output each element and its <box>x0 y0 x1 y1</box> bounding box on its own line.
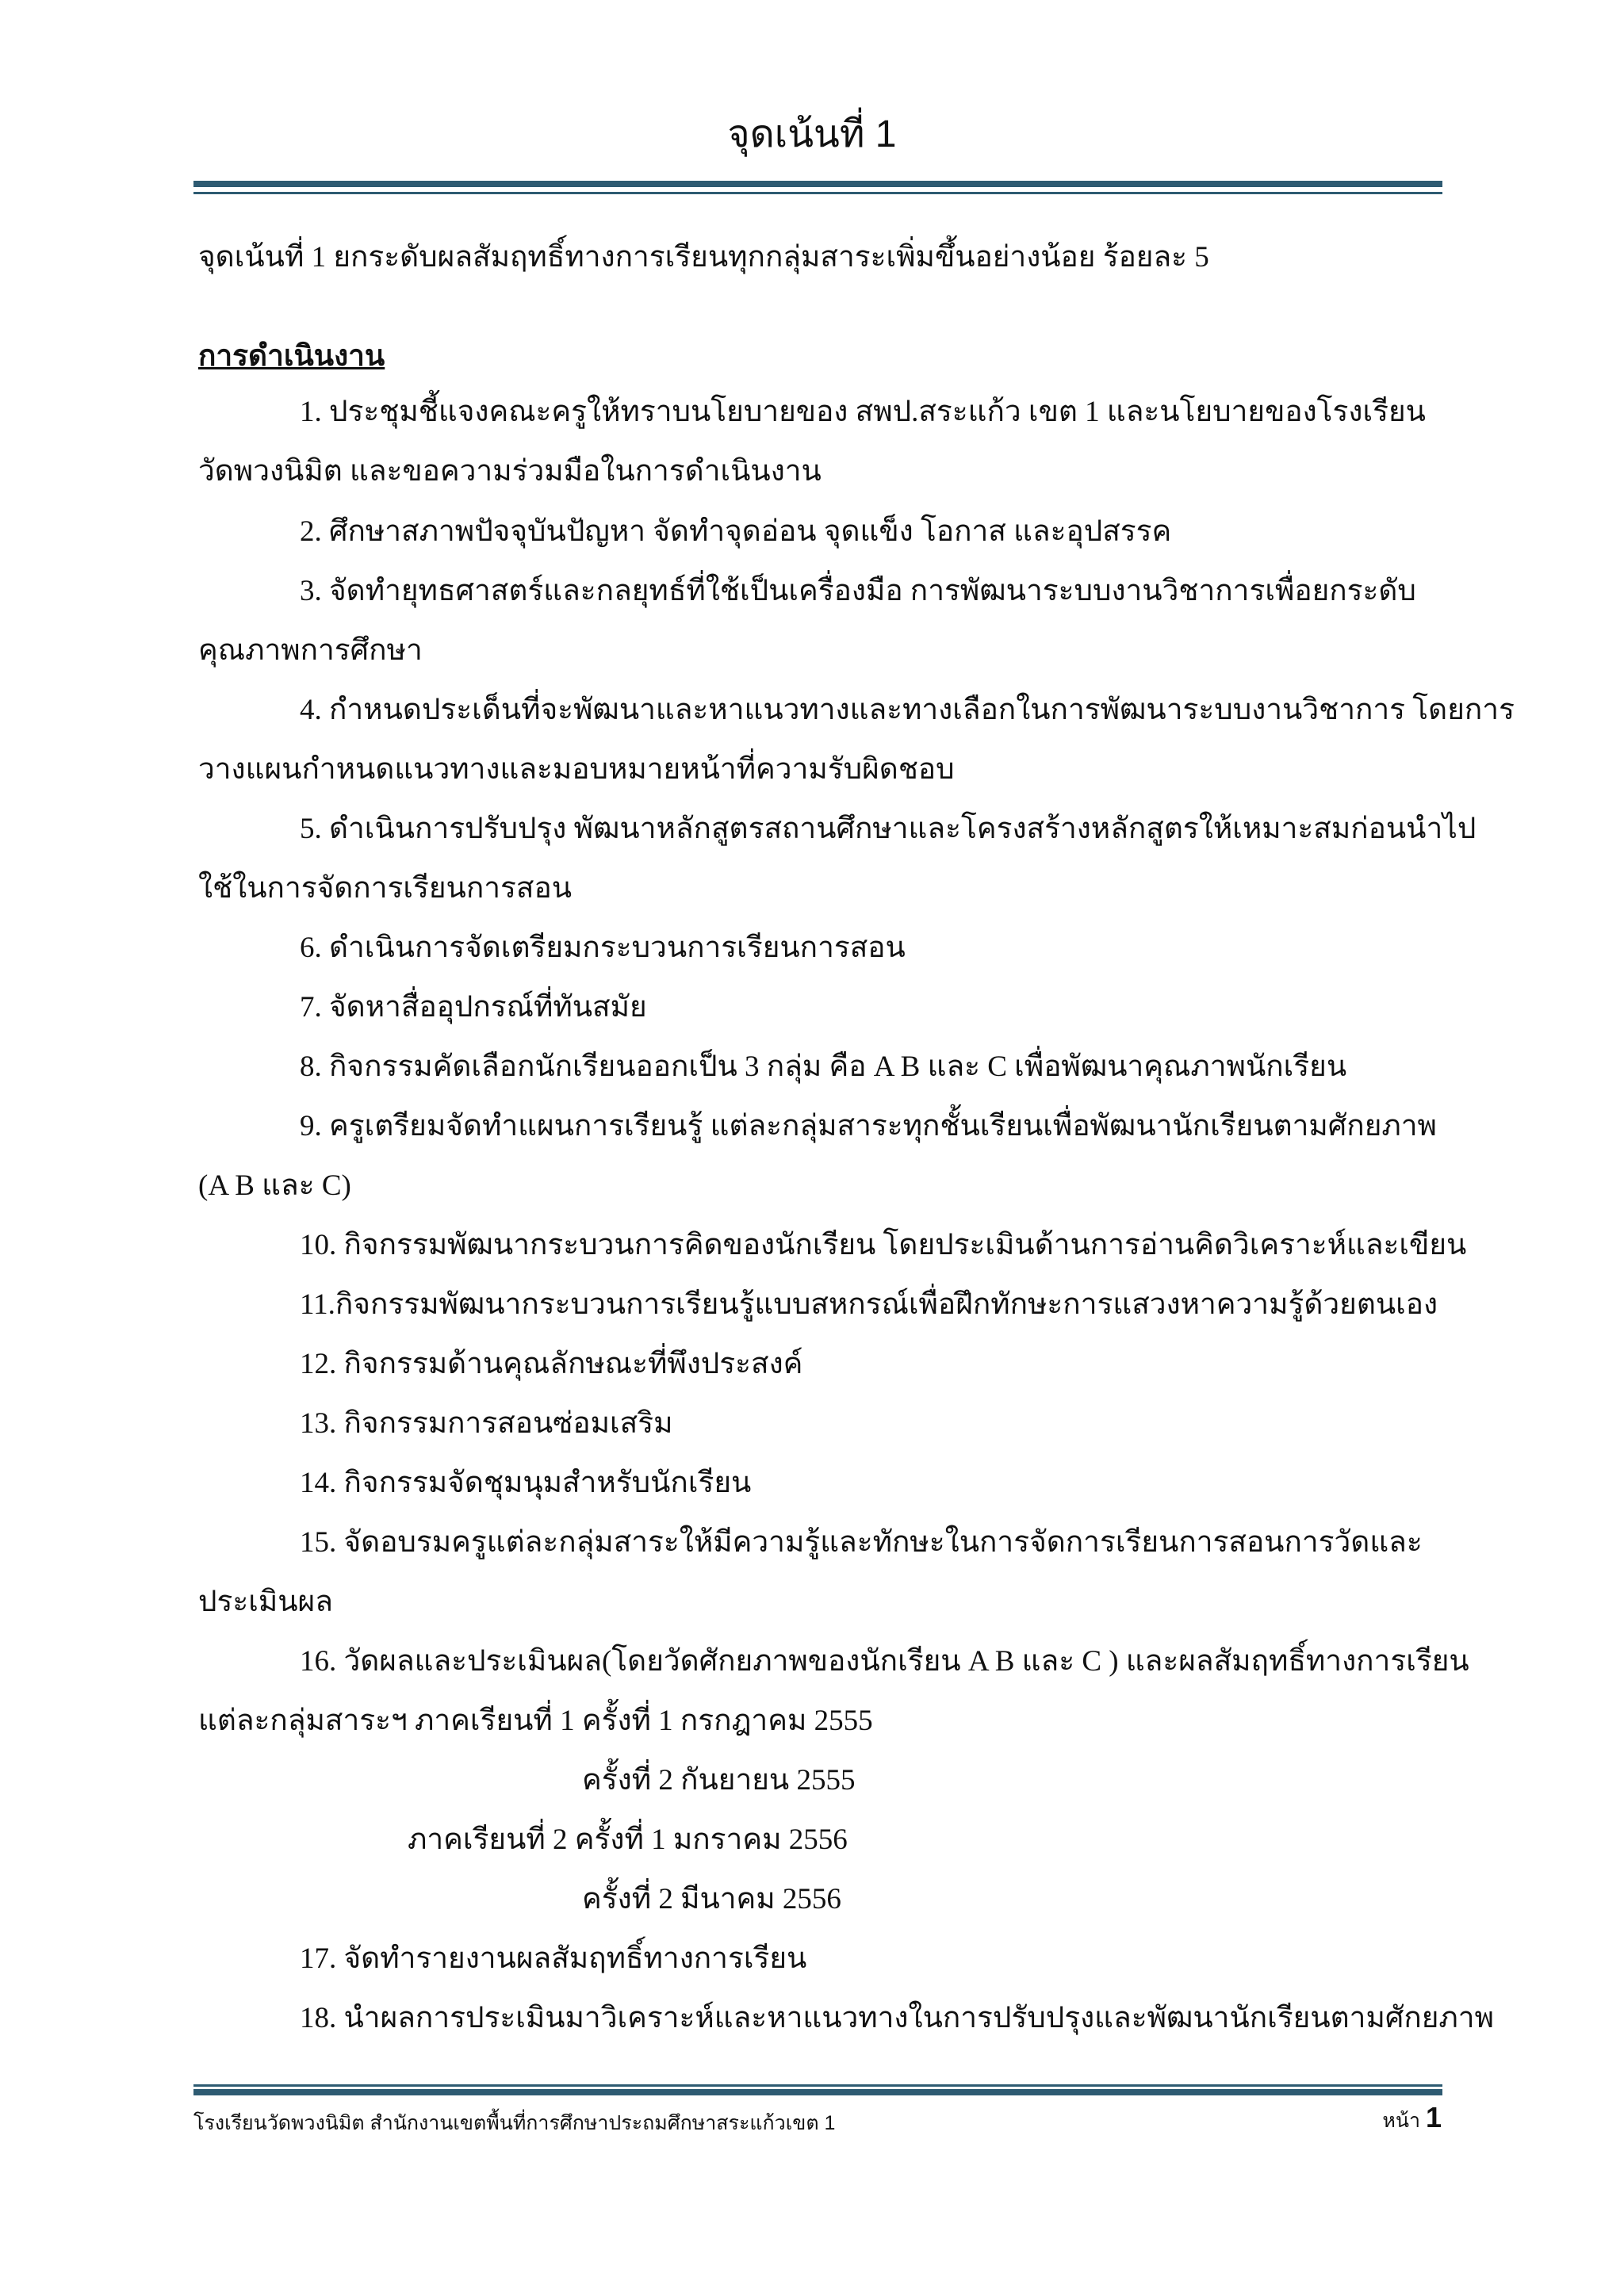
footer-rule <box>193 2082 1442 2095</box>
list-item: 16. วัดผลและประเมินผล(โดยวัดศักยภาพของนักเรียน A B และ C ) และผลสัมฤทธิ์ทางการเรียน <box>300 1645 1469 1678</box>
list-item: 8. กิจกรรมคัดเลือกนักเรียนออกเป็น 3 กลุ่ม คือ A B และ C เพื่อพัฒนาคุณภาพนักเรียน <box>300 1050 1347 1083</box>
goal-text: จุดเน้นที่ 1 ยกระดับผลสัมฤทธิ์ทางการเรียนทุกกลุ่มสาระเพิ่มขึ้นอย่างน้อย ร้อยละ 5 <box>198 241 1209 274</box>
page-number <box>1382 2101 1442 2137</box>
list-item: 11.กิจกรรมพัฒนากระบวนการเรียนรู้แบบสหกรณ์เพื่อฝึกทักษะการแสวงหาความรู้ด้วยตนเอง <box>300 1288 1438 1321</box>
list-item: วัดพวงนิมิต และขอความร่วมมือในการดำเนินงาน <box>198 455 822 488</box>
list-item: 18. นำผลการประเมินมาวิเคราะห์และหาแนวทางในการปรับปรุงและพัฒนานักเรียนตามศักยภาพ <box>300 2002 1494 2034</box>
list-item: ภาคเรียนที่ 2 ครั้งที่ 1 มกราคม 2556 <box>408 1823 848 1856</box>
list-item: 3. จัดทำยุทธศาสตร์และกลยุทธ์ที่ใช้เป็นเครื่องมือ การพัฒนาระบบงานวิชาการเพื่อยกระดับ <box>300 575 1416 607</box>
list-item: 14. กิจกรรมจัดชุมนุมสำหรับนักเรียน <box>300 1467 752 1499</box>
list-item: 15. จัดอบรมครูแต่ละกลุ่มสาระให้มีความรู้และทักษะในการจัดการเรียนการสอนการวัดและ <box>300 1526 1423 1559</box>
list-item: 12. กิจกรรมด้านคุณลักษณะที่พึงประสงค์ <box>300 1348 803 1380</box>
page-label: หน้า <box>1382 2110 1421 2132</box>
page-title: จุดเน้นที่ 1 <box>727 113 897 155</box>
list-item: ประเมินผล <box>198 1586 333 1618</box>
list-item: 5. ดำเนินการปรับปรุง พัฒนาหลักสูตรสถานศึกษาและโครงสร้างหลักสูตรให้เหมาะสมก่อนนำไป <box>300 813 1477 845</box>
list-item: 13. กิจกรรมการสอนซ่อมเสริม <box>300 1407 673 1440</box>
list-item: ครั้งที่ 2 มีนาคม 2556 <box>582 1883 841 1915</box>
list-item: 7. จัดหาสื่ออุปกรณ์ที่ทันสมัย <box>300 991 647 1024</box>
list-item: 2. ศึกษาสภาพปัจจุบันปัญหา จัดทำจุดอ่อน จุดแข็ง โอกาส และอุปสรรค <box>300 515 1172 548</box>
header-rule <box>193 181 1442 194</box>
list-item: 1. ประชุมชี้แจงคณะครูให้ทราบนโยบายของ สพป.สระแก้ว เขต 1 และนโยบายของโรงเรียน <box>300 396 1426 428</box>
list-item: ครั้งที่ 2 กันยายน 2555 <box>582 1764 856 1797</box>
list-item: ใช้ในการจัดการเรียนการสอน <box>198 872 572 905</box>
list-item: คุณภาพการศึกษา <box>198 634 423 667</box>
list-item: 9. ครูเตรียมจัดทำแผนการเรียนรู้ แต่ละกลุ่มสาระทุกชั้นเรียนเพื่อพัฒนานักเรียนตามศักยภาพ <box>300 1110 1437 1142</box>
section-heading: การดำเนินงาน <box>198 340 385 373</box>
list-item: 6. ดำเนินการจัดเตรียมกระบวนการเรียนการสอน <box>300 932 906 964</box>
list-item: แต่ละกลุ่มสาระฯ ภาคเรียนที่ 1 ครั้งที่ 1 กรกฎาคม 2555 <box>198 1705 873 1737</box>
footer-school-name: โรงเรียนวัดพวงนิมิต สำนักงานเขตพื้นที่การศึกษาประถมศึกษาสระแก้วเขต 1 <box>193 2112 836 2134</box>
list-item: วางแผนกำหนดแนวทางและมอบหมายหน้าที่ความรับผิดชอบ <box>198 753 955 786</box>
list-item: 10. กิจกรรมพัฒนากระบวนการคิดของนักเรียน โดยประเมินด้านการอ่านคิดวิเคราะห์และเขียน <box>300 1229 1467 1261</box>
page-number-value: 1 <box>1425 2101 1442 2133</box>
list-item: 4. กำหนดประเด็นที่จะพัฒนาและหาแนวทางและทางเลือกในการพัฒนาระบบงานวิชาการ โดยการ <box>300 694 1515 726</box>
list-item: 17. จัดทำรายงานผลสัมฤทธิ์ทางการเรียน <box>300 1942 807 1975</box>
list-item: (A B และ C) <box>198 1169 351 1202</box>
